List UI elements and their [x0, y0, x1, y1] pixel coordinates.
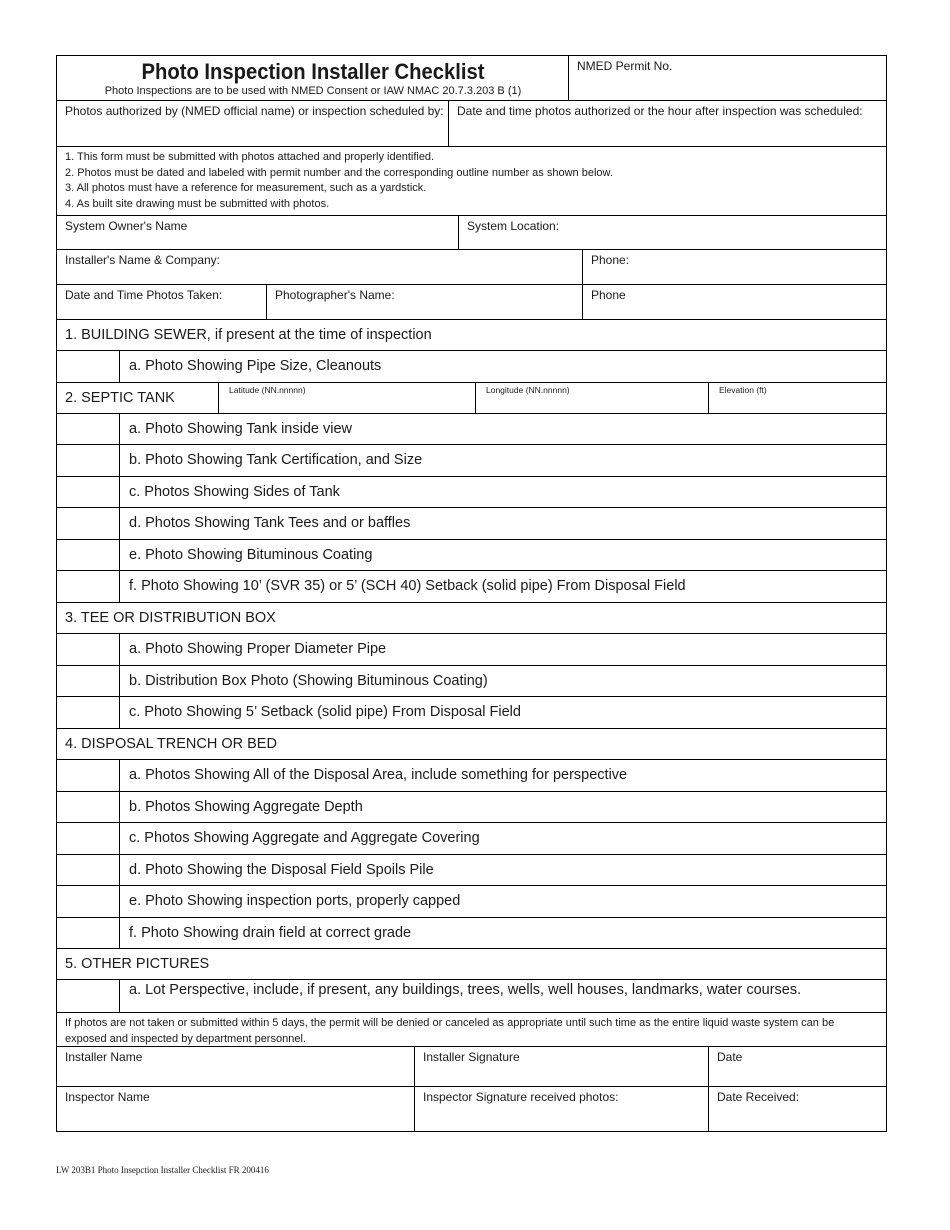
title-row [57, 56, 886, 101]
section-title: 3. TEE OR DISTRIBUTION BOX [65, 610, 276, 626]
check-box[interactable] [57, 760, 120, 791]
check-box[interactable] [57, 634, 120, 665]
checklist-item: c. Photos Showing Sides of Tank [129, 484, 340, 500]
section-title: 1. BUILDING SEWER, if present at the time of inspection [65, 327, 432, 343]
checklist-item: a. Lot Perspective, include, if present, any buildings, trees, wells, well houses, landmarks, water courses. [129, 982, 802, 998]
check-box[interactable] [57, 508, 120, 539]
check-box[interactable] [57, 445, 120, 476]
photographer-name-field[interactable] [267, 285, 583, 319]
longitude-label: Longitude (NN.nnnnn) [486, 385, 570, 395]
checklist-row [57, 886, 886, 918]
checklist-item: e. Photo Showing Bituminous Coating [129, 547, 373, 563]
checklist-row [57, 445, 886, 477]
footnote-row [57, 1013, 886, 1047]
section-title: 4. DISPOSAL TRENCH OR BED [65, 736, 277, 752]
installer-phone-label: Phone: [591, 253, 630, 267]
installer-date-label: Date [717, 1050, 743, 1064]
checklist-row [57, 477, 886, 508]
date-taken-field[interactable] [57, 285, 267, 319]
date-taken-label: Date and Time Photos Taken: [65, 288, 223, 302]
checklist-row [57, 666, 886, 697]
checklist-row [57, 918, 886, 949]
section-other-pictures [57, 949, 886, 980]
checklist-item: a. Photo Showing Proper Diameter Pipe [129, 641, 387, 657]
checklist-item: b. Distribution Box Photo (Showing Bituminous Coating) [129, 673, 488, 689]
installer-name-label: Installer Name [65, 1050, 143, 1064]
installer-signature-row [57, 1047, 886, 1087]
check-box[interactable] [57, 792, 120, 822]
check-box[interactable] [57, 886, 120, 917]
system-location-label: System Location: [467, 219, 560, 233]
check-box[interactable] [57, 477, 120, 507]
checklist-row [57, 980, 886, 1013]
authorization-datetime-label: Date and time photos authorized or the hour after inspection was scheduled: [457, 104, 863, 118]
check-box[interactable] [57, 666, 120, 696]
checklist-row [57, 823, 886, 855]
checklist-item: a. Photo Showing Tank inside view [129, 421, 353, 437]
instruction-item: 1. This form must be submitted with photos attached and properly identified. [65, 151, 435, 163]
checklist-item: b. Photo Showing Tank Certification, and Size [129, 452, 423, 468]
inspector-name-field[interactable] [57, 1087, 415, 1131]
authorization-datetime-field[interactable] [449, 101, 886, 146]
check-box[interactable] [57, 351, 120, 382]
section-building-sewer [57, 320, 886, 351]
instruction-item: 2. Photos must be dated and labeled with permit number and the corresponding outline number as shown below. [65, 166, 613, 179]
photographer-row [57, 285, 886, 320]
elevation-label: Elevation (ft) [719, 385, 767, 395]
checklist-form [56, 55, 887, 1132]
section-disposal-trench [57, 729, 886, 760]
checklist-item: d. Photos Showing Tank Tees and or baffles [129, 515, 411, 531]
checklist-item: d. Photo Showing the Disposal Field Spoils Pile [129, 862, 434, 878]
authorization-row [57, 101, 886, 147]
checklist-row [57, 571, 886, 603]
latitude-label: Latitude (NN.nnnnn) [229, 385, 306, 395]
permit-number-field[interactable] [569, 56, 886, 100]
date-received-label: Date Received: [717, 1090, 800, 1104]
system-location-field[interactable] [459, 216, 886, 249]
checklist-item: b. Photos Showing Aggregate Depth [129, 799, 363, 815]
checklist-row [57, 351, 886, 383]
check-box[interactable] [57, 823, 120, 854]
check-box[interactable] [57, 540, 120, 570]
date-received-field[interactable] [709, 1087, 886, 1131]
form-subtitle: Photo Inspections are to be used with NMED Consent or IAW NMAC 20.7.3.203 B (1) [104, 85, 522, 97]
checklist-row [57, 634, 886, 666]
check-box[interactable] [57, 697, 120, 728]
inspector-signature-label: Inspector Signature received photos: [423, 1090, 619, 1104]
checklist-item: c. Photos Showing Aggregate and Aggregate Covering [129, 830, 480, 846]
footnote-text: If photos are not taken or submitted within 5 days, the permit will be denied or canceled as appropriate until such time as the entire liquid waste system can be exposed and inspected by department personnel. [65, 1017, 835, 1045]
checklist-item: f. Photo Showing 10’ (SVR 35) or 5’ (SCH 40) Setback (solid pipe) From Disposal Field [129, 578, 686, 594]
inspector-name-label: Inspector Name [65, 1090, 150, 1104]
checklist-row [57, 760, 886, 792]
installer-company-label: Installer's Name & Company: [65, 253, 221, 267]
form-title: Photo Inspection Installer Checklist [141, 59, 485, 84]
checklist-row [57, 855, 886, 886]
section-septic-tank [57, 383, 886, 414]
checklist-row [57, 697, 886, 729]
authorized-by-field[interactable] [57, 101, 449, 146]
checklist-item: e. Photo Showing inspection ports, properly capped [129, 893, 461, 909]
photographer-name-label: Photographer's Name: [275, 288, 395, 302]
inspector-signature-field[interactable] [415, 1087, 709, 1131]
form-footer: LW 203B1 Photo Insepction Installer Checklist FR 200416 [56, 1165, 269, 1175]
instructions-row [57, 147, 886, 216]
checklist-item: f. Photo Showing drain field at correct grade [129, 925, 412, 941]
owner-row [57, 216, 886, 250]
photographer-phone-label: Phone [591, 288, 626, 302]
checklist-row [57, 540, 886, 571]
permit-number-label: NMED Permit No. [577, 59, 673, 73]
checklist-row [57, 414, 886, 445]
installer-date-field[interactable] [709, 1047, 886, 1086]
elevation-field[interactable] [709, 383, 886, 413]
section-distribution-box [57, 603, 886, 634]
longitude-field[interactable] [476, 383, 709, 413]
check-box[interactable] [57, 414, 120, 444]
installer-row [57, 250, 886, 285]
instructions-list [65, 150, 613, 212]
inspector-signature-row [57, 1087, 886, 1131]
check-box[interactable] [57, 571, 120, 602]
latitude-field[interactable] [219, 383, 476, 413]
owner-name-label: System Owner's Name [65, 219, 188, 233]
installer-phone-field[interactable] [583, 250, 886, 284]
check-box[interactable] [57, 855, 120, 885]
instruction-item: 3. All photos must have a reference for measurement, such as a yardstick. [65, 182, 427, 194]
instruction-item: 4. As built site drawing must be submitted with photos. [65, 197, 330, 210]
checklist-row [57, 508, 886, 540]
septic-tank-title-cell [57, 383, 219, 413]
checklist-item: a. Photo Showing Pipe Size, Cleanouts [129, 358, 382, 374]
checklist-row [57, 792, 886, 823]
installer-signature-field[interactable] [415, 1047, 709, 1086]
installer-name-field[interactable] [57, 1047, 415, 1086]
check-box[interactable] [57, 980, 120, 1012]
title-cell [57, 56, 569, 100]
section-title: 2. SEPTIC TANK [65, 390, 175, 406]
section-title: 5. OTHER PICTURES [65, 956, 210, 972]
photographer-phone-field[interactable] [583, 285, 886, 319]
checklist-item: c. Photo Showing 5’ Setback (solid pipe) From Disposal Field [129, 704, 521, 720]
installer-signature-label: Installer Signature [423, 1050, 520, 1064]
installer-company-field[interactable] [57, 250, 583, 284]
check-box[interactable] [57, 918, 120, 948]
checklist-item: a. Photos Showing All of the Disposal Area, include something for perspective [129, 767, 628, 783]
owner-name-field[interactable] [57, 216, 459, 249]
authorized-by-label: Photos authorized by (NMED official name) or inspection scheduled by: [65, 104, 444, 118]
